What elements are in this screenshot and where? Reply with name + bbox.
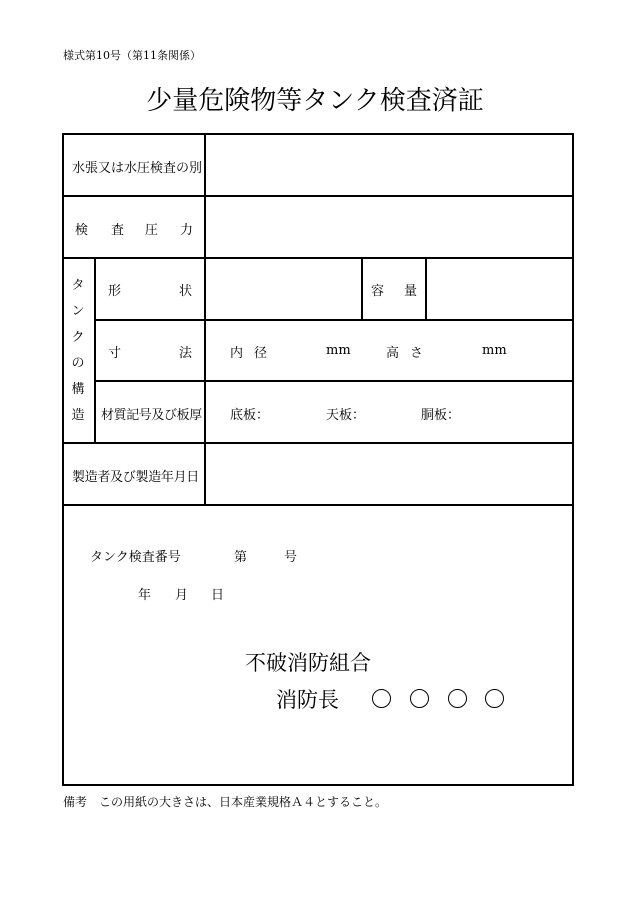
label-char: 寸 bbox=[108, 346, 122, 361]
seal-circle-icon bbox=[372, 689, 391, 708]
material-label: 材質記号及び板厚 bbox=[101, 408, 202, 423]
label-char: 力 bbox=[180, 223, 194, 238]
label-char: ン bbox=[71, 304, 85, 319]
seal-circle-icon bbox=[448, 689, 467, 708]
body-plate-field: 胴板： bbox=[421, 408, 461, 423]
label-char: 高 bbox=[386, 346, 400, 361]
row-divider bbox=[62, 195, 574, 197]
label-char: さ bbox=[410, 346, 424, 361]
row-divider bbox=[62, 442, 574, 444]
tank-structure-label bbox=[71, 273, 85, 429]
row-divider bbox=[94, 319, 574, 321]
seal-circle-icon bbox=[410, 689, 429, 708]
label-char: 形 bbox=[108, 284, 122, 299]
unit-mm: mm bbox=[326, 343, 351, 358]
label-char: 内 bbox=[230, 346, 244, 361]
chief-signature bbox=[276, 684, 504, 714]
row-divider bbox=[62, 257, 574, 259]
seal-circle-icon bbox=[485, 689, 504, 708]
number-suffix: 号 bbox=[284, 550, 298, 565]
label-char: 径 bbox=[254, 346, 268, 361]
column-divider bbox=[204, 133, 206, 504]
document-title: 少量危険物等タンク検査済証 bbox=[146, 86, 484, 116]
chief-title: 消防長 bbox=[276, 688, 339, 712]
number-prefix: 第 bbox=[234, 550, 248, 565]
top-plate-field: 天板： bbox=[326, 408, 366, 423]
unit-mm: mm bbox=[482, 343, 507, 358]
issuer-name: 不破消防組合 bbox=[245, 651, 371, 675]
row-divider bbox=[62, 504, 574, 506]
label-char: の bbox=[71, 356, 85, 371]
inspection-type-label: 水張又は水圧検査の別 bbox=[72, 161, 203, 176]
column-divider bbox=[361, 257, 363, 319]
label-char: ク bbox=[71, 330, 85, 345]
remark-note: 備考 この用紙の大きさは、日本産業規格Ａ４とすること。 bbox=[63, 795, 388, 809]
date-day: 日 bbox=[211, 588, 225, 603]
manufacturer-label: 製造者及び製造年月日 bbox=[72, 470, 200, 485]
date-month: 月 bbox=[175, 588, 189, 603]
label-char: 容 bbox=[371, 284, 385, 299]
label-char: 構 bbox=[71, 382, 85, 397]
label-char: 圧 bbox=[145, 223, 159, 238]
label-char: 査 bbox=[111, 223, 125, 238]
row-divider bbox=[94, 380, 574, 382]
form-number: 様式第10号（第11条関係） bbox=[63, 49, 201, 62]
column-divider bbox=[94, 257, 96, 442]
date-year: 年 bbox=[138, 588, 152, 603]
column-divider bbox=[425, 257, 427, 319]
label-char: 状 bbox=[179, 284, 193, 299]
label-char: タ bbox=[71, 278, 85, 293]
bottom-plate-field: 底板： bbox=[230, 408, 270, 423]
tank-inspection-number-label: タンク検査番号 bbox=[90, 550, 181, 565]
label-char: 造 bbox=[71, 408, 85, 423]
label-char: 検 bbox=[75, 223, 89, 238]
label-char: 量 bbox=[404, 284, 418, 299]
label-char: 法 bbox=[179, 346, 193, 361]
